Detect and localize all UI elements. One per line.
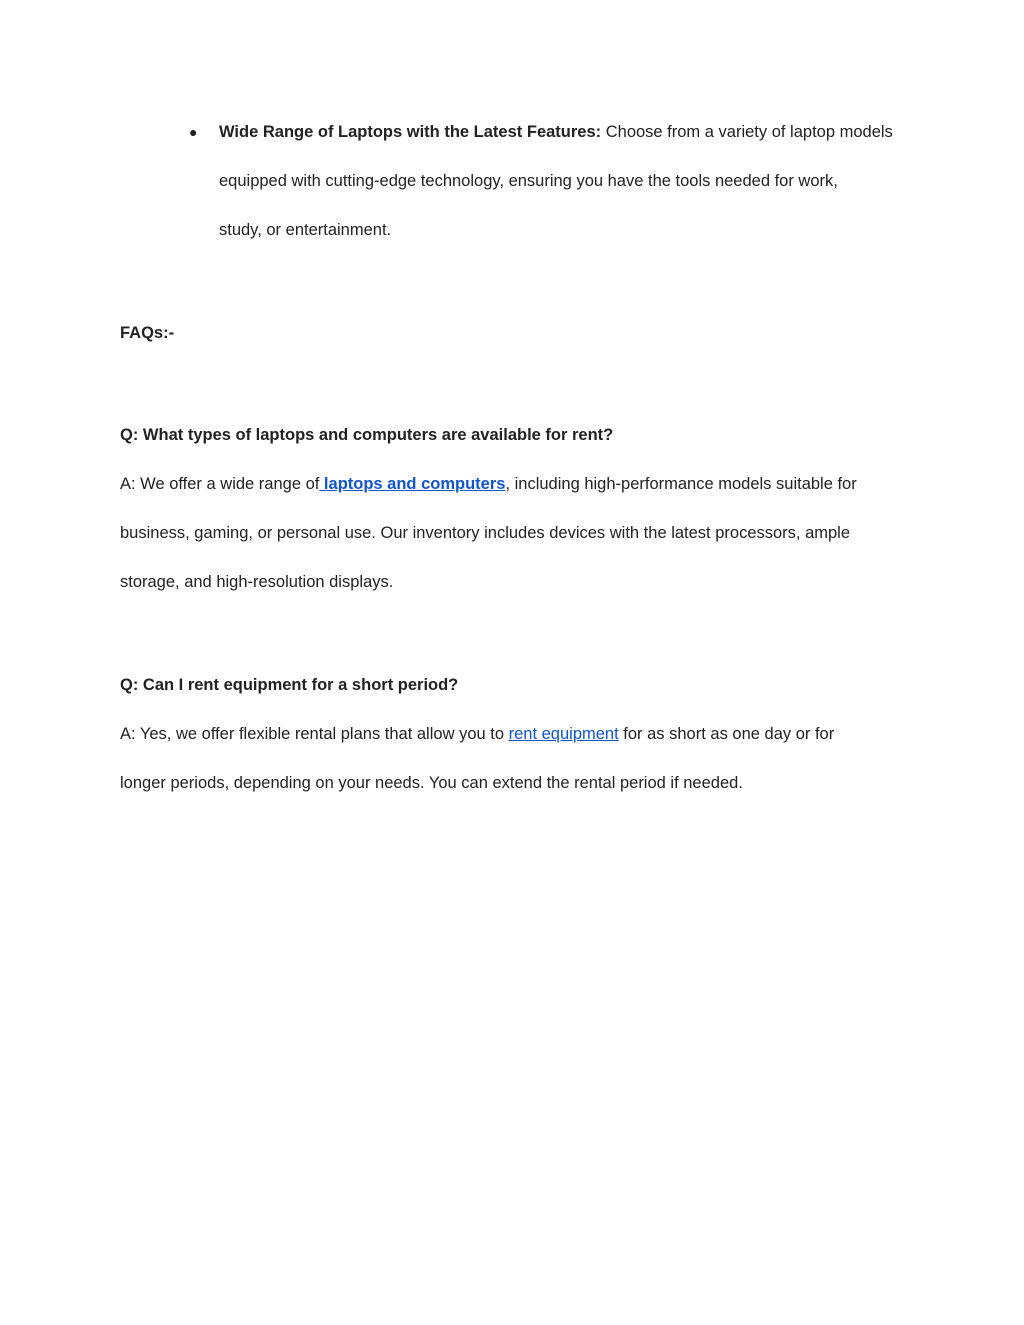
bullet-marker: ● xyxy=(189,124,198,140)
faq-answer-1-line-1 xyxy=(120,472,857,496)
rent-equipment-link[interactable]: rent equipment xyxy=(508,725,619,743)
bullet-line-1 xyxy=(219,120,893,144)
faq-answer-2-line-2: longer periods, depending on your needs. You can extend the rental period if needed. xyxy=(120,774,743,792)
faq-question-1: Q: What types of laptops and computers are available for rent? xyxy=(120,426,614,444)
faq-answer-2-text-continued: for as short as one day or for xyxy=(618,725,835,743)
bullet-line-3: study, or entertainment. xyxy=(219,221,392,239)
faq-answer-1-text-continued: , including high-performance models suitable for xyxy=(505,475,857,493)
bullet-heading: Wide Range of Laptops with the Latest Features: xyxy=(219,123,602,141)
faq-heading: FAQs:- xyxy=(120,324,175,342)
faq-answer-1-line-3: storage, and high-resolution displays. xyxy=(120,573,394,591)
faq-answer-2-line-1 xyxy=(120,722,834,746)
faq-answer-1-line-2: business, gaming, or personal use. Our inventory includes devices with the latest processors, ample xyxy=(120,524,851,542)
laptops-and-computers-link[interactable]: laptops and computers xyxy=(319,475,506,493)
faq-answer-2-text: A: Yes, we offer flexible rental plans that allow you to xyxy=(120,725,509,743)
bullet-text: Choose from a variety of laptop models xyxy=(601,123,893,141)
faq-answer-1-text: A: We offer a wide range of xyxy=(120,475,320,493)
faq-question-2: Q: Can I rent equipment for a short period? xyxy=(120,676,459,694)
bullet-line-2: equipped with cutting-edge technology, ensuring you have the tools needed for work, xyxy=(219,172,838,190)
